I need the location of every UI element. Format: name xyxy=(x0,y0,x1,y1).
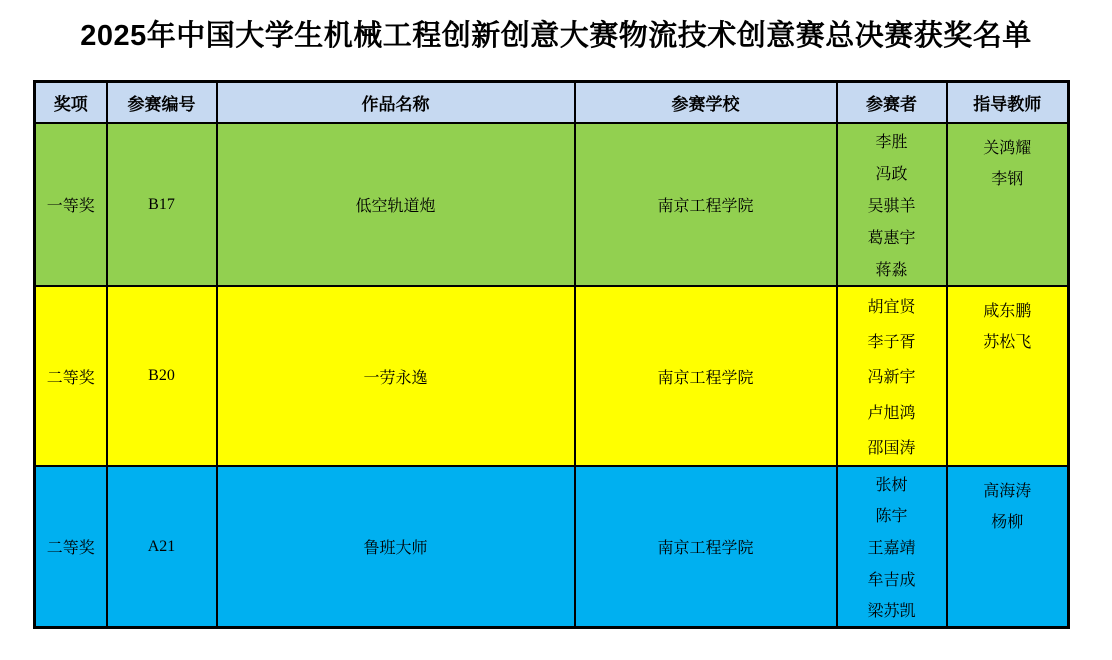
table-row xyxy=(35,123,1069,286)
header-row xyxy=(35,82,1069,124)
teachers-cell xyxy=(947,123,1069,286)
entry-no-cell: B20 xyxy=(107,286,217,466)
page-title: 2025年中国大学生机械工程创新创意大赛物流技术创意赛总决赛获奖名单 xyxy=(80,20,1032,52)
teacher-name: 高海涛 xyxy=(983,483,1032,500)
entry-no-cell: A21 xyxy=(107,466,217,628)
teacher-name: 咸东鹏 xyxy=(983,303,1032,320)
column-header-work: 作品名称 xyxy=(217,82,575,124)
table-row xyxy=(35,286,1069,466)
teacher-name: 苏松飞 xyxy=(983,334,1032,351)
teachers-cell xyxy=(947,466,1069,628)
participant-name: 张树 xyxy=(875,476,908,494)
teacher-name: 杨柳 xyxy=(991,514,1024,531)
award-cell: 一等奖 xyxy=(35,123,107,286)
participant-name: 卢旭鸿 xyxy=(867,404,916,422)
award-cell: 二等奖 xyxy=(35,286,107,466)
participant-name: 蒋淼 xyxy=(875,262,908,279)
participant-name: 冯新宇 xyxy=(867,369,916,387)
participant-name: 吴骐羊 xyxy=(867,198,916,215)
teacher-name: 关鸿耀 xyxy=(983,140,1032,157)
work-cell: 低空轨道炮 xyxy=(217,123,575,286)
teachers-cell xyxy=(947,286,1069,466)
participants-cell xyxy=(837,286,947,466)
participant-name: 陈宇 xyxy=(875,508,908,526)
participant-name: 王嘉靖 xyxy=(867,539,916,557)
participants-cell xyxy=(837,466,947,628)
work-cell: 一劳永逸 xyxy=(217,286,575,466)
school-cell: 南京工程学院 xyxy=(575,286,837,466)
school-cell: 南京工程学院 xyxy=(575,123,837,286)
teacher-name: 李钢 xyxy=(991,171,1024,188)
participant-name: 葛惠宇 xyxy=(867,230,916,247)
column-header-participants: 参赛者 xyxy=(837,82,947,124)
participant-name: 梁苏凯 xyxy=(867,603,916,621)
column-header-school: 参赛学校 xyxy=(575,82,837,124)
participant-name: 牟吉成 xyxy=(867,571,916,589)
participant-name: 李胜 xyxy=(875,134,908,151)
participant-name: 李子胥 xyxy=(867,334,916,352)
participant-name: 胡宜贤 xyxy=(867,298,916,316)
work-cell: 鲁班大师 xyxy=(217,466,575,628)
column-header-award: 奖项 xyxy=(35,82,107,124)
column-header-teachers: 指导教师 xyxy=(947,82,1069,124)
participants-cell xyxy=(837,123,947,286)
entry-no-cell: B17 xyxy=(107,123,217,286)
awards-table xyxy=(33,80,1070,629)
school-cell: 南京工程学院 xyxy=(575,466,837,628)
column-header-entry-no: 参赛编号 xyxy=(107,82,217,124)
participant-name: 冯政 xyxy=(875,166,908,183)
award-cell: 二等奖 xyxy=(35,466,107,628)
participant-name: 邵国涛 xyxy=(867,440,916,458)
table-row xyxy=(35,466,1069,628)
